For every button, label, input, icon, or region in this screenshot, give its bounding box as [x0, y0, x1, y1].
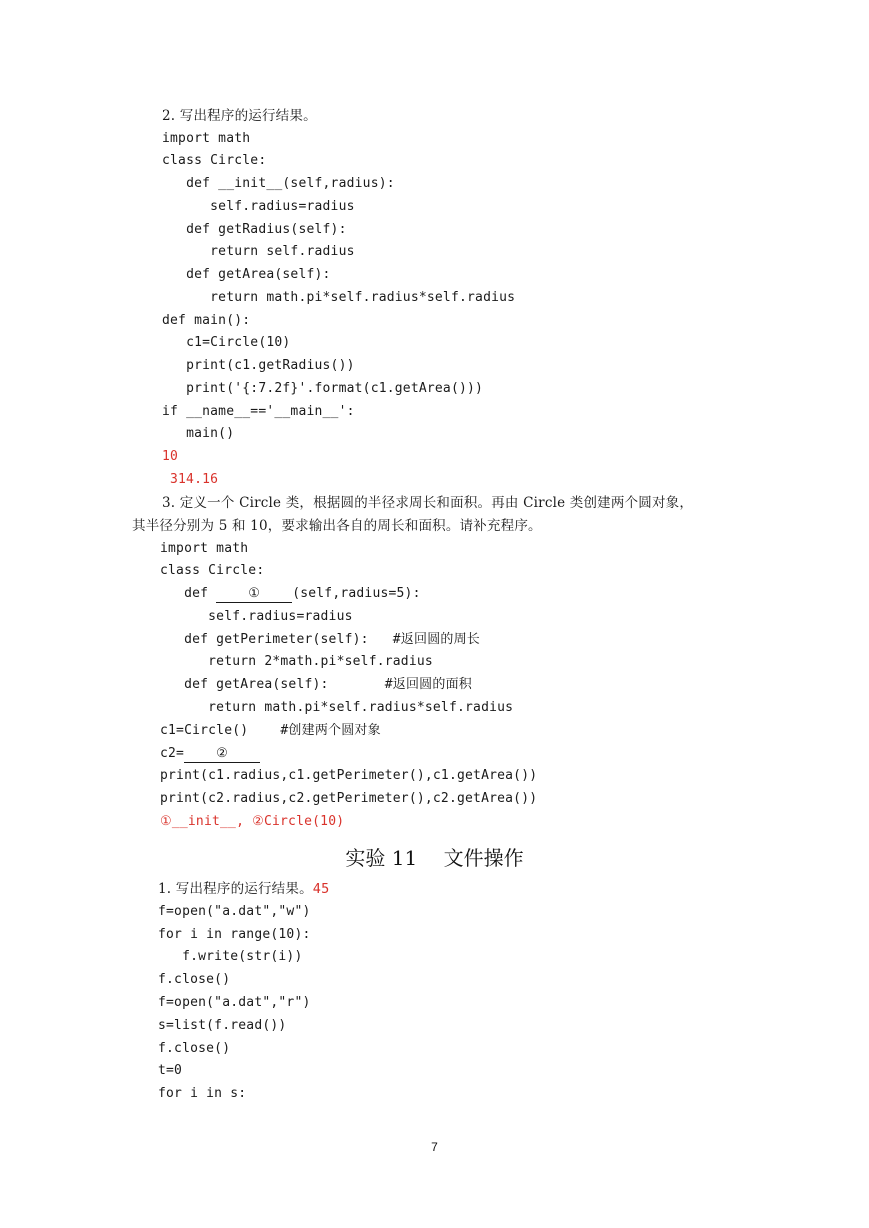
code-line: class Circle: [162, 153, 267, 168]
code-line: print(c2.radius,c2.getPerimeter(),c2.getArea()) [160, 791, 538, 806]
code-line: print('{:7.2f}'.format(c1.getArea())) [162, 381, 484, 396]
page-number: 7 [431, 1140, 438, 1154]
lab-title: 实验 11 文件操作 [345, 846, 524, 870]
code-line: def getArea(self): [162, 267, 331, 282]
code-line: f=open("a.dat","w") [158, 904, 311, 919]
section3-heading-line2: 其半径分别为 5 和 10，要求输出各自的周长和面积。请补充程序。 [132, 518, 542, 534]
code-line: import math [162, 131, 251, 146]
code-line: for i in range(10): [158, 927, 311, 942]
code-fragment: def [160, 586, 217, 601]
code-line: if __name__=='__main__': [162, 404, 355, 419]
code-line: f.close() [158, 1041, 231, 1056]
code-line: t=0 [158, 1063, 183, 1078]
answer-line: ①__init__, ②Circle(10) [160, 814, 345, 829]
code-line: s=list(f.read()) [158, 1018, 287, 1033]
code-line: return math.pi*self.radius*self.radius [160, 700, 514, 715]
lab11-heading-text: 1. 写出程序的运行结果。 [158, 881, 313, 897]
code-fragment: c2= [160, 746, 185, 761]
code-line-with-blank2 [160, 745, 260, 763]
code-line: main() [162, 426, 235, 441]
code-line: for i in s: [158, 1086, 247, 1101]
answer-line: 10 [162, 449, 179, 464]
answer-line: 314.16 [170, 472, 219, 487]
code-line: f.close() [158, 972, 231, 987]
section3-heading-line1: 3. 定义一个 Circle 类，根据圆的半径求周长和面积。再由 Circle 类创建两个圆对象， [162, 495, 694, 511]
code-line: c1=Circle(10) [162, 335, 291, 350]
code-line: self.radius=radius [160, 609, 353, 624]
code-line: def getPerimeter(self): #返回圆的周长 [160, 632, 480, 647]
code-line: self.radius=radius [162, 199, 355, 214]
code-line: f.write(str(i)) [158, 949, 303, 964]
fill-blank-1: ① [216, 586, 292, 603]
code-line: class Circle: [160, 563, 265, 578]
section2-heading: 2. 写出程序的运行结果。 [162, 108, 317, 124]
code-line: import math [160, 541, 249, 556]
code-line: def getRadius(self): [162, 222, 347, 237]
code-line-with-blank1 [160, 585, 421, 603]
code-line: return 2*math.pi*self.radius [160, 654, 433, 669]
code-line: print(c1.radius,c1.getPerimeter(),c1.getArea()) [160, 768, 538, 783]
lab11-heading-answer: 45 [312, 881, 330, 897]
code-line: c1=Circle() #创建两个圆对象 [160, 723, 381, 738]
code-line: def __init__(self,radius): [162, 176, 395, 191]
code-line: f=open("a.dat","r") [158, 995, 311, 1010]
code-line: return self.radius [162, 244, 355, 259]
code-line: def getArea(self): #返回圆的面积 [160, 677, 472, 692]
code-line: def main(): [162, 313, 251, 328]
code-line: print(c1.getRadius()) [162, 358, 355, 373]
lab11-heading [158, 880, 329, 898]
code-line: return math.pi*self.radius*self.radius [162, 290, 516, 305]
code-fragment: (self,radius=5): [292, 586, 421, 601]
fill-blank-2: ② [184, 746, 260, 763]
